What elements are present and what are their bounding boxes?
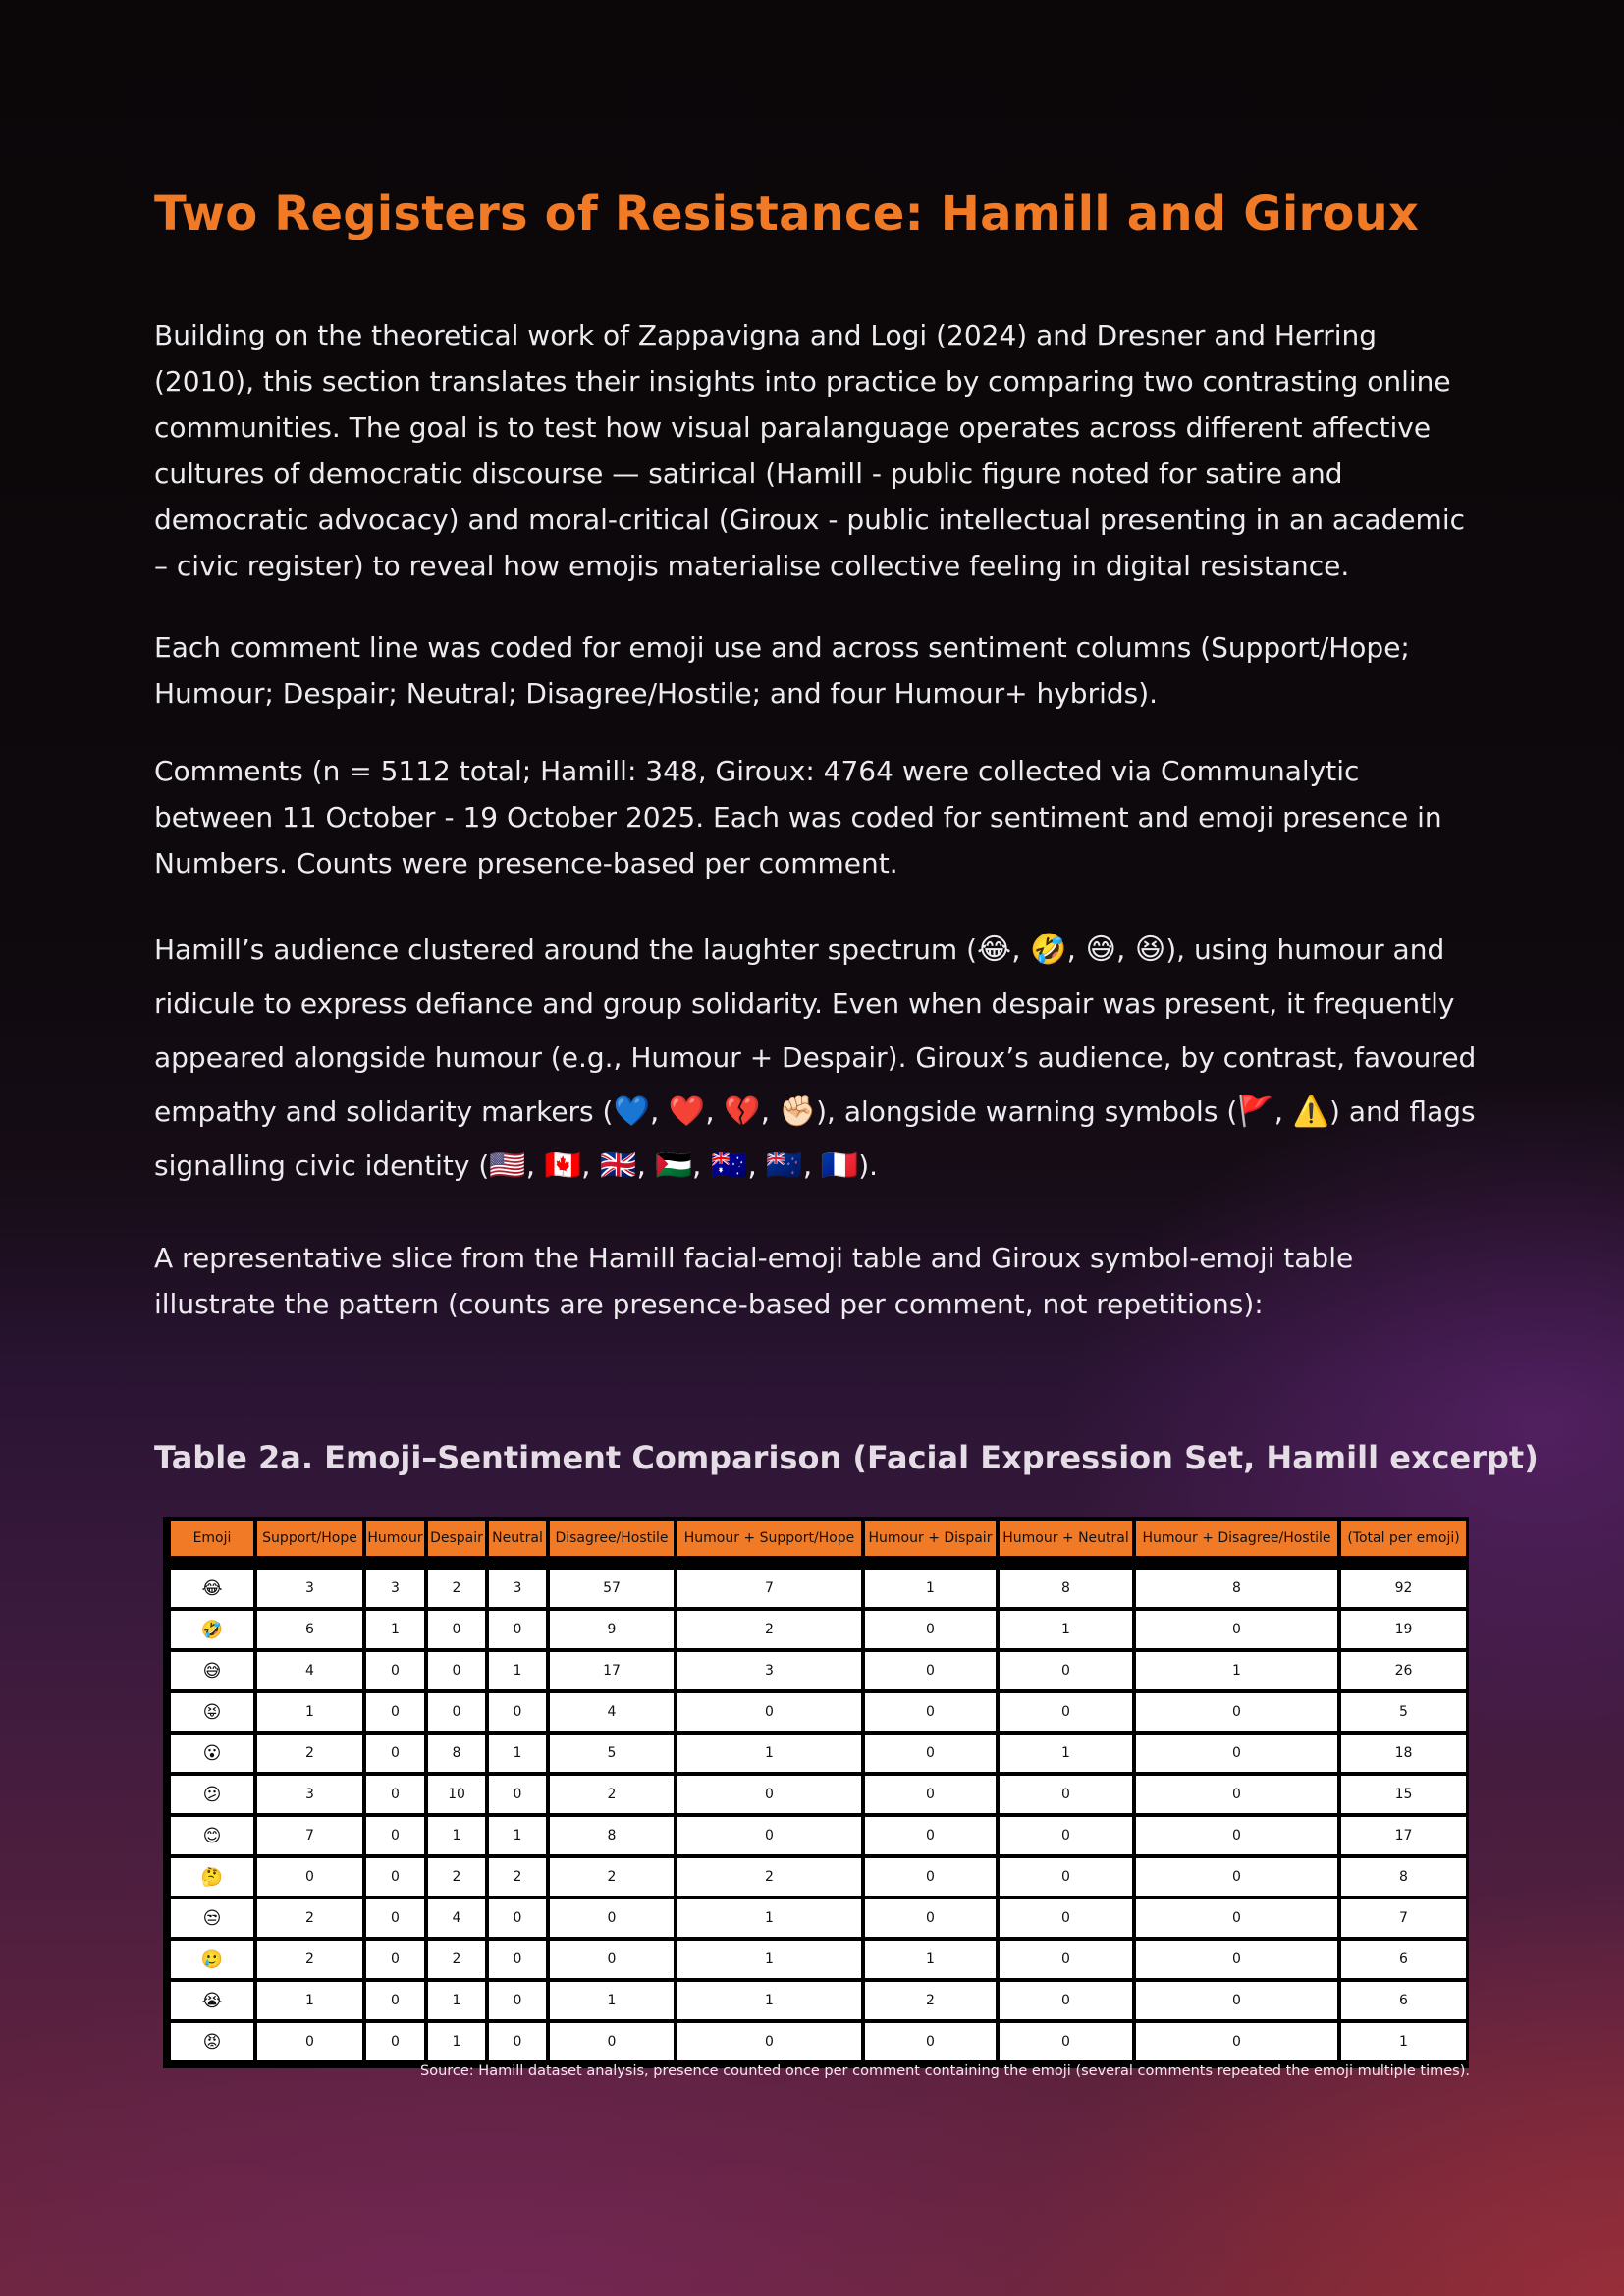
count-cell: 1 xyxy=(428,1817,485,1858)
column-header: Disagree/Hostile xyxy=(550,1521,674,1556)
paragraph-coding: Each comment line was coded for emoji use and across sentiment columns (Support/Hope; Humour; Despair; Neutral; Disagree/Hostile; and four Humour+ hybrids). xyxy=(154,631,1410,710)
count-cell: 8 xyxy=(550,1817,674,1858)
count-cell: 19 xyxy=(1341,1611,1466,1652)
count-cell: 0 xyxy=(1136,1982,1337,2023)
count-cell: 0 xyxy=(865,1693,996,1735)
count-cell: 2 xyxy=(428,1858,485,1899)
count-cell: 0 xyxy=(1136,1693,1337,1735)
count-cell: 7 xyxy=(677,1570,861,1611)
count-cell: 0 xyxy=(865,1652,996,1693)
count-cell: 0 xyxy=(677,2023,861,2064)
count-cell: 8 xyxy=(428,1735,485,1776)
column-header: Emoji xyxy=(171,1521,253,1556)
count-cell: 15 xyxy=(1341,1776,1466,1817)
count-cell: 2 xyxy=(550,1858,674,1899)
count-cell: 0 xyxy=(489,1693,546,1735)
warning-emojis: 🚩, ⚠️ xyxy=(1237,1095,1330,1129)
paragraph-findings xyxy=(154,923,1480,1193)
emoji-cell: 😕 xyxy=(171,1776,253,1817)
count-cell: 0 xyxy=(366,1817,424,1858)
count-cell: 57 xyxy=(550,1570,674,1611)
table-row xyxy=(171,2023,1466,2064)
table-row xyxy=(171,1693,1466,1735)
count-cell: 9 xyxy=(550,1611,674,1652)
emoji-cell: 😭 xyxy=(171,1982,253,2023)
count-cell: 5 xyxy=(1341,1693,1466,1735)
count-cell: 0 xyxy=(1000,2023,1132,2064)
count-cell: 0 xyxy=(865,1735,996,1776)
column-header: Humour xyxy=(366,1521,424,1556)
count-cell: 1 xyxy=(257,1982,362,2023)
count-cell: 0 xyxy=(489,1982,546,2023)
count-cell: 1 xyxy=(677,1941,861,1982)
count-cell: 0 xyxy=(366,2023,424,2064)
count-cell: 0 xyxy=(865,1776,996,1817)
emoji-cell: 😅 xyxy=(171,1652,253,1693)
count-cell: 0 xyxy=(1136,1735,1337,1776)
count-cell: 0 xyxy=(489,2023,546,2064)
count-cell: 0 xyxy=(865,1899,996,1941)
count-cell: 0 xyxy=(677,1817,861,1858)
count-cell: 18 xyxy=(1341,1735,1466,1776)
count-cell: 0 xyxy=(865,2023,996,2064)
count-cell: 0 xyxy=(865,1611,996,1652)
count-cell: 0 xyxy=(257,2023,362,2064)
count-cell: 2 xyxy=(865,1982,996,2023)
column-header: Humour + Dispair xyxy=(865,1521,996,1556)
count-cell: 0 xyxy=(366,1982,424,2023)
count-cell: 0 xyxy=(428,1693,485,1735)
count-cell: 0 xyxy=(489,1776,546,1817)
emoji-cell: 🥲 xyxy=(171,1941,253,1982)
count-cell: 7 xyxy=(1341,1899,1466,1941)
count-cell: 4 xyxy=(428,1899,485,1941)
empathy-emojis: 💙, ❤️, 💔, ✊🏻 xyxy=(613,1095,817,1129)
emoji-cell: 😮 xyxy=(171,1735,253,1776)
count-cell: 0 xyxy=(1136,1858,1337,1899)
count-cell: 6 xyxy=(1341,1982,1466,2023)
table-row xyxy=(171,1941,1466,1982)
count-cell: 3 xyxy=(257,1570,362,1611)
count-cell: 0 xyxy=(1000,1776,1132,1817)
count-cell: 0 xyxy=(1000,1858,1132,1899)
count-cell: 1 xyxy=(366,1611,424,1652)
count-cell: 0 xyxy=(1136,1941,1337,1982)
count-cell: 1 xyxy=(1000,1735,1132,1776)
table-row xyxy=(171,1611,1466,1652)
table-spacer xyxy=(171,1556,1466,1570)
findings-text-d: ) and flags signalling civic identity ( xyxy=(154,1095,1476,1182)
count-cell: 8 xyxy=(1000,1570,1132,1611)
count-cell: 1 xyxy=(550,1982,674,2023)
count-cell: 0 xyxy=(865,1858,996,1899)
column-header: (Total per emoji) xyxy=(1341,1521,1466,1556)
column-header: Humour + Neutral xyxy=(1000,1521,1132,1556)
emoji-cell: 😝 xyxy=(171,1693,253,1735)
count-cell: 0 xyxy=(489,1611,546,1652)
count-cell: 0 xyxy=(366,1735,424,1776)
count-cell: 10 xyxy=(428,1776,485,1817)
findings-text-a: Hamill’s audience clustered around the laughter spectrum ( xyxy=(154,934,978,966)
count-cell: 1 xyxy=(1136,1652,1337,1693)
count-cell: 3 xyxy=(257,1776,362,1817)
column-header: Support/Hope xyxy=(257,1521,362,1556)
paragraph-method: Comments (n = 5112 total; Hamill: 348, Giroux: 4764 were collected via Communalytic between 11 October - 19 October 2025. Each was coded for sentiment and emoji presence in Numbers. Counts were presence-based per comment. xyxy=(154,755,1442,880)
count-cell: 2 xyxy=(677,1858,861,1899)
count-cell: 0 xyxy=(428,1652,485,1693)
count-cell: 2 xyxy=(677,1611,861,1652)
count-cell: 2 xyxy=(257,1735,362,1776)
count-cell: 0 xyxy=(865,1817,996,1858)
count-cell: 0 xyxy=(1136,1611,1337,1652)
count-cell: 0 xyxy=(366,1693,424,1735)
count-cell: 2 xyxy=(257,1941,362,1982)
flag-emojis: 🇺🇸, 🇨🇦, 🇬🇧, 🇵🇸, 🇦🇺, 🇳🇿, 🇫🇷 xyxy=(489,1148,859,1183)
count-cell: 0 xyxy=(1136,1776,1337,1817)
emoji-cell: 😂 xyxy=(171,1570,253,1611)
count-cell: 4 xyxy=(257,1652,362,1693)
count-cell: 0 xyxy=(428,1611,485,1652)
count-cell: 0 xyxy=(257,1858,362,1899)
count-cell: 1 xyxy=(865,1570,996,1611)
count-cell: 0 xyxy=(489,1941,546,1982)
count-cell: 1 xyxy=(1341,2023,1466,2064)
count-cell: 0 xyxy=(550,2023,674,2064)
laughter-emojis: 😂, 🤣, 😅, 😆 xyxy=(977,933,1166,967)
count-cell: 3 xyxy=(489,1570,546,1611)
count-cell: 0 xyxy=(489,1899,546,1941)
emoji-cell: 🤣 xyxy=(171,1611,253,1652)
count-cell: 1 xyxy=(428,1982,485,2023)
count-cell: 6 xyxy=(1341,1941,1466,1982)
count-cell: 1 xyxy=(677,1899,861,1941)
table-row xyxy=(171,1735,1466,1776)
count-cell: 2 xyxy=(428,1941,485,1982)
column-header: Humour + Support/Hope xyxy=(677,1521,861,1556)
table-row xyxy=(171,1858,1466,1899)
count-cell: 0 xyxy=(366,1858,424,1899)
paragraph-slice-intro: A representative slice from the Hamill facial-emoji table and Giroux symbol-emoji table illustrate the pattern (counts are presence-based per comment, not repetitions): xyxy=(154,1242,1354,1320)
emoji-cell: 😊 xyxy=(171,1817,253,1858)
count-cell: 0 xyxy=(1000,1982,1132,2023)
emoji-cell: 🤔 xyxy=(171,1858,253,1899)
count-cell: 1 xyxy=(428,2023,485,2064)
count-cell: 0 xyxy=(1136,1899,1337,1941)
column-header: Despair xyxy=(428,1521,485,1556)
count-cell: 1 xyxy=(677,1982,861,2023)
count-cell: 26 xyxy=(1341,1652,1466,1693)
count-cell: 0 xyxy=(677,1776,861,1817)
table-caption: Table 2a. Emoji–Sentiment Comparison (Facial Expression Set, Hamill excerpt) xyxy=(154,1439,1539,1476)
paragraph-intro: Building on the theoretical work of Zappavigna and Logi (2024) and Dresner and Herring (2010), this section translates their insights into practice by comparing two contrasting online communities. The goal is to test how visual paralanguage operates across different affective cultures of democratic discourse — satirical (Hamill - public figure noted for satire and democratic advocacy) and moral-critical (Giroux - public intellectual presenting in an academic – civic register) to reveal how emojis materialise collective feeling in digital resistance. xyxy=(154,319,1466,582)
findings-text-c: ), alongside warning symbols ( xyxy=(816,1095,1238,1128)
emoji-cell: 😡 xyxy=(171,2023,253,2064)
table-header-row xyxy=(171,1521,1466,1556)
count-cell: 0 xyxy=(550,1941,674,1982)
count-cell: 1 xyxy=(677,1735,861,1776)
count-cell: 2 xyxy=(257,1899,362,1941)
count-cell: 0 xyxy=(1000,1693,1132,1735)
count-cell: 17 xyxy=(1341,1817,1466,1858)
count-cell: 0 xyxy=(366,1652,424,1693)
count-cell: 0 xyxy=(677,1693,861,1735)
count-cell: 4 xyxy=(550,1693,674,1735)
count-cell: 0 xyxy=(1136,1817,1337,1858)
count-cell: 5 xyxy=(550,1735,674,1776)
count-cell: 6 xyxy=(257,1611,362,1652)
count-cell: 1 xyxy=(1000,1611,1132,1652)
count-cell: 0 xyxy=(1136,2023,1337,2064)
count-cell: 0 xyxy=(1000,1899,1132,1941)
page-title: Two Registers of Resistance: Hamill and Giroux xyxy=(154,187,1420,241)
table-row xyxy=(171,1817,1466,1858)
table-row xyxy=(171,1570,1466,1611)
table-source-note: Source: Hamill dataset analysis, presence counted once per comment containing the emoji (several comments repeated the emoji multiple times). xyxy=(420,2063,1470,2079)
count-cell: 2 xyxy=(489,1858,546,1899)
count-cell: 8 xyxy=(1136,1570,1337,1611)
table-row xyxy=(171,1652,1466,1693)
count-cell: 1 xyxy=(489,1735,546,1776)
count-cell: 7 xyxy=(257,1817,362,1858)
count-cell: 8 xyxy=(1341,1858,1466,1899)
count-cell: 0 xyxy=(1000,1817,1132,1858)
count-cell: 2 xyxy=(428,1570,485,1611)
count-cell: 0 xyxy=(366,1776,424,1817)
table-row xyxy=(171,1776,1466,1817)
count-cell: 2 xyxy=(550,1776,674,1817)
count-cell: 1 xyxy=(865,1941,996,1982)
emoji-cell: 😒 xyxy=(171,1899,253,1941)
count-cell: 92 xyxy=(1341,1570,1466,1611)
emoji-sentiment-table xyxy=(163,1517,1469,2068)
count-cell: 17 xyxy=(550,1652,674,1693)
count-cell: 0 xyxy=(1000,1941,1132,1982)
count-cell: 1 xyxy=(257,1693,362,1735)
count-cell: 1 xyxy=(489,1652,546,1693)
count-cell: 0 xyxy=(366,1899,424,1941)
table-row xyxy=(171,1899,1466,1941)
column-header: Neutral xyxy=(489,1521,546,1556)
count-cell: 3 xyxy=(366,1570,424,1611)
table-row xyxy=(171,1982,1466,2023)
findings-text-e: ). xyxy=(858,1149,879,1182)
count-cell: 0 xyxy=(366,1941,424,1982)
count-cell: 1 xyxy=(489,1817,546,1858)
count-cell: 0 xyxy=(1000,1652,1132,1693)
count-cell: 0 xyxy=(550,1899,674,1941)
column-header: Humour + Disagree/Hostile xyxy=(1136,1521,1337,1556)
count-cell: 3 xyxy=(677,1652,861,1693)
findings-text-b: ), using humour and ridicule to express defiance and group solidarity. Even when despair was present, it frequently appeared alongside humour (e.g., Humour + Despair). Giroux’s audience, by contrast, favoured empathy and solidarity markers ( xyxy=(154,934,1477,1128)
